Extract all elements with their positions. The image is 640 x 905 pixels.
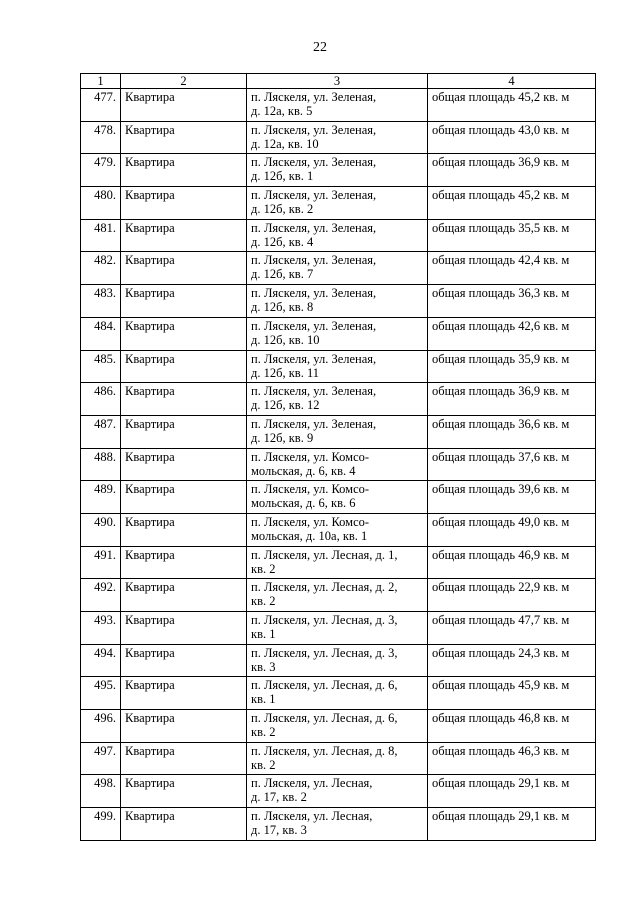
address-line-1: п. Ляскеля, ул. Лесная, bbox=[251, 809, 373, 824]
address-line-2: кв. 2 bbox=[251, 725, 276, 740]
table-row bbox=[81, 513, 596, 546]
row-number: 477. bbox=[81, 89, 121, 122]
table-row bbox=[81, 448, 596, 481]
address-line-1: п. Ляскеля, ул. Комсо- bbox=[251, 449, 370, 464]
property-area: общая площадь 35,9 кв. м bbox=[428, 350, 596, 383]
property-address bbox=[247, 644, 428, 677]
property-address bbox=[247, 612, 428, 645]
row-number: 499. bbox=[81, 808, 121, 841]
property-address bbox=[247, 513, 428, 546]
address-line-2: д. 12б, кв. 7 bbox=[251, 267, 314, 282]
property-type: Квартира bbox=[121, 415, 247, 448]
property-type: Квартира bbox=[121, 775, 247, 808]
property-type: Квартира bbox=[121, 121, 247, 154]
table-row bbox=[81, 350, 596, 383]
property-area: общая площадь 46,8 кв. м bbox=[428, 710, 596, 743]
table-row bbox=[81, 612, 596, 645]
table-row bbox=[81, 252, 596, 285]
address-line-1: п. Ляскеля, ул. Лесная, д. 6, bbox=[251, 678, 398, 693]
property-type: Квартира bbox=[121, 219, 247, 252]
property-type: Квартира bbox=[121, 317, 247, 350]
table-row bbox=[81, 710, 596, 743]
row-number: 479. bbox=[81, 154, 121, 187]
property-type: Квартира bbox=[121, 252, 247, 285]
row-number: 486. bbox=[81, 383, 121, 416]
address-line-2: мольская, д. 6, кв. 4 bbox=[251, 463, 356, 478]
address-line-2: д. 12б, кв. 9 bbox=[251, 430, 314, 445]
property-area: общая площадь 42,4 кв. м bbox=[428, 252, 596, 285]
property-area: общая площадь 36,6 кв. м bbox=[428, 415, 596, 448]
address-line-2: д. 12а, кв. 10 bbox=[251, 136, 319, 151]
table-header-row bbox=[81, 74, 596, 89]
column-header-1: 1 bbox=[81, 74, 121, 89]
property-area: общая площадь 47,7 кв. м bbox=[428, 612, 596, 645]
table-body bbox=[81, 89, 596, 841]
table-row bbox=[81, 187, 596, 220]
property-type: Квартира bbox=[121, 612, 247, 645]
property-type: Квартира bbox=[121, 154, 247, 187]
property-type: Квартира bbox=[121, 481, 247, 514]
property-area: общая площадь 46,9 кв. м bbox=[428, 546, 596, 579]
address-line-1: п. Ляскеля, ул. Зеленая, bbox=[251, 122, 377, 137]
property-area: общая площадь 46,3 кв. м bbox=[428, 742, 596, 775]
address-line-2: д. 12б, кв. 8 bbox=[251, 300, 314, 315]
address-line-2: д. 12б, кв. 10 bbox=[251, 332, 320, 347]
table-row bbox=[81, 219, 596, 252]
property-type: Квартира bbox=[121, 383, 247, 416]
address-line-2: мольская, д. 6, кв. 6 bbox=[251, 496, 356, 511]
table-row bbox=[81, 546, 596, 579]
property-table bbox=[80, 73, 596, 841]
row-number: 480. bbox=[81, 187, 121, 220]
property-area: общая площадь 45,9 кв. м bbox=[428, 677, 596, 710]
property-address bbox=[247, 252, 428, 285]
column-header-3: 3 bbox=[247, 74, 428, 89]
property-area: общая площадь 22,9 кв. м bbox=[428, 579, 596, 612]
table-row bbox=[81, 742, 596, 775]
address-line-2: кв. 2 bbox=[251, 594, 276, 609]
table-row bbox=[81, 808, 596, 841]
property-area: общая площадь 42,6 кв. м bbox=[428, 317, 596, 350]
address-line-2: кв. 1 bbox=[251, 627, 276, 641]
row-number: 492. bbox=[81, 579, 121, 612]
property-address bbox=[247, 579, 428, 612]
row-number: 488. bbox=[81, 448, 121, 481]
row-number: 478. bbox=[81, 121, 121, 154]
property-area: общая площадь 37,6 кв. м bbox=[428, 448, 596, 481]
property-type: Квартира bbox=[121, 350, 247, 383]
property-type: Квартира bbox=[121, 742, 247, 775]
address-line-2: д. 12а, кв. 5 bbox=[251, 104, 313, 118]
row-number: 487. bbox=[81, 415, 121, 448]
address-line-2: кв. 2 bbox=[251, 561, 276, 576]
property-area: общая площадь 36,9 кв. м bbox=[428, 154, 596, 187]
table-row bbox=[81, 89, 596, 122]
property-area: общая площадь 29,1 кв. м bbox=[428, 775, 596, 808]
table-row bbox=[81, 121, 596, 154]
address-line-2: кв. 1 bbox=[251, 692, 276, 707]
table-row bbox=[81, 481, 596, 514]
address-line-1: п. Ляскеля, ул. Комсо- bbox=[251, 514, 370, 529]
page-number: 22 bbox=[313, 40, 327, 55]
row-number: 494. bbox=[81, 644, 121, 677]
row-number: 490. bbox=[81, 513, 121, 546]
row-number: 483. bbox=[81, 285, 121, 318]
address-line-2: кв. 3 bbox=[251, 659, 276, 674]
table-row bbox=[81, 383, 596, 416]
property-address bbox=[247, 285, 428, 318]
property-area: общая площадь 29,1 кв. м bbox=[428, 808, 596, 841]
row-number: 485. bbox=[81, 350, 121, 383]
address-line-1: п. Ляскеля, ул. Зеленая, bbox=[251, 188, 377, 203]
address-line-2: д. 12б, кв. 4 bbox=[251, 234, 314, 249]
address-line-2: д. 12б, кв. 11 bbox=[251, 365, 319, 380]
column-header-4: 4 bbox=[428, 74, 596, 89]
address-line-1: п. Ляскеля, ул. Лесная, д. 8, bbox=[251, 743, 398, 758]
address-line-1: п. Ляскеля, ул. Зеленая, bbox=[251, 351, 377, 366]
property-address bbox=[247, 350, 428, 383]
address-line-1: п. Ляскеля, ул. Лесная, д. 2, bbox=[251, 580, 398, 595]
property-address bbox=[247, 187, 428, 220]
property-address bbox=[247, 808, 428, 841]
property-type: Квартира bbox=[121, 513, 247, 546]
row-number: 493. bbox=[81, 612, 121, 645]
address-line-2: д. 12б, кв. 12 bbox=[251, 398, 320, 413]
address-line-1: п. Ляскеля, ул. Зеленая, bbox=[251, 318, 377, 333]
address-line-1: п. Ляскеля, ул. Комсо- bbox=[251, 482, 370, 497]
property-type: Квартира bbox=[121, 677, 247, 710]
property-area: общая площадь 35,5 кв. м bbox=[428, 219, 596, 252]
property-type: Квартира bbox=[121, 579, 247, 612]
property-address bbox=[247, 742, 428, 775]
property-type: Квартира bbox=[121, 89, 247, 122]
property-type: Квартира bbox=[121, 448, 247, 481]
property-address bbox=[247, 383, 428, 416]
property-type: Квартира bbox=[121, 546, 247, 579]
property-area: общая площадь 36,3 кв. м bbox=[428, 285, 596, 318]
row-number: 498. bbox=[81, 775, 121, 808]
row-number: 481. bbox=[81, 219, 121, 252]
property-type: Квартира bbox=[121, 808, 247, 841]
address-line-1: п. Ляскеля, ул. Зеленая, bbox=[251, 416, 377, 431]
row-number: 491. bbox=[81, 546, 121, 579]
address-line-2: д. 12б, кв. 2 bbox=[251, 202, 314, 217]
property-address bbox=[247, 481, 428, 514]
address-line-1: п. Ляскеля, ул. Зеленая, bbox=[251, 384, 377, 399]
property-address bbox=[247, 710, 428, 743]
column-header-2: 2 bbox=[121, 74, 247, 89]
property-area: общая площадь 45,2 кв. м bbox=[428, 89, 596, 122]
property-area: общая площадь 49,0 кв. м bbox=[428, 513, 596, 546]
property-address bbox=[247, 415, 428, 448]
table-row bbox=[81, 317, 596, 350]
property-address bbox=[247, 448, 428, 481]
row-number: 496. bbox=[81, 710, 121, 743]
property-area: общая площадь 24,3 кв. м bbox=[428, 644, 596, 677]
address-line-1: п. Ляскеля, ул. Лесная, bbox=[251, 776, 373, 791]
property-area: общая площадь 45,2 кв. м bbox=[428, 187, 596, 220]
property-address bbox=[247, 317, 428, 350]
row-number: 489. bbox=[81, 481, 121, 514]
property-type: Квартира bbox=[121, 710, 247, 743]
address-line-2: кв. 2 bbox=[251, 757, 276, 772]
property-address bbox=[247, 89, 428, 122]
property-address bbox=[247, 775, 428, 808]
address-line-1: п. Ляскеля, ул. Лесная, д. 3, bbox=[251, 613, 398, 627]
table-row bbox=[81, 154, 596, 187]
address-line-1: п. Ляскеля, ул. Зеленая, bbox=[251, 220, 377, 235]
property-address bbox=[247, 677, 428, 710]
property-type: Квартира bbox=[121, 187, 247, 220]
address-line-1: п. Ляскеля, ул. Лесная, д. 3, bbox=[251, 645, 398, 660]
address-line-2: д. 12б, кв. 1 bbox=[251, 169, 314, 184]
address-line-1: п. Ляскеля, ул. Лесная, д. 1, bbox=[251, 547, 398, 562]
property-address bbox=[247, 219, 428, 252]
address-line-2: д. 17, кв. 3 bbox=[251, 823, 307, 838]
property-address bbox=[247, 546, 428, 579]
address-line-2: д. 17, кв. 2 bbox=[251, 790, 307, 805]
row-number: 482. bbox=[81, 252, 121, 285]
property-area: общая площадь 39,6 кв. м bbox=[428, 481, 596, 514]
table-row bbox=[81, 677, 596, 710]
table-row bbox=[81, 285, 596, 318]
address-line-1: п. Ляскеля, ул. Зеленая, bbox=[251, 286, 377, 301]
property-area: общая площадь 36,9 кв. м bbox=[428, 383, 596, 416]
row-number: 495. bbox=[81, 677, 121, 710]
table-row bbox=[81, 579, 596, 612]
row-number: 497. bbox=[81, 742, 121, 775]
property-type: Квартира bbox=[121, 644, 247, 677]
address-line-1: п. Ляскеля, ул. Зеленая, bbox=[251, 90, 377, 104]
property-address bbox=[247, 121, 428, 154]
address-line-1: п. Ляскеля, ул. Зеленая, bbox=[251, 253, 377, 268]
address-line-1: п. Ляскеля, ул. Зеленая, bbox=[251, 155, 377, 170]
table-row bbox=[81, 415, 596, 448]
table-row bbox=[81, 775, 596, 808]
property-type: Квартира bbox=[121, 285, 247, 318]
row-number: 484. bbox=[81, 317, 121, 350]
property-address bbox=[247, 154, 428, 187]
address-line-2: мольская, д. 10а, кв. 1 bbox=[251, 528, 368, 543]
property-area: общая площадь 43,0 кв. м bbox=[428, 121, 596, 154]
table-row bbox=[81, 644, 596, 677]
address-line-1: п. Ляскеля, ул. Лесная, д. 6, bbox=[251, 711, 398, 726]
